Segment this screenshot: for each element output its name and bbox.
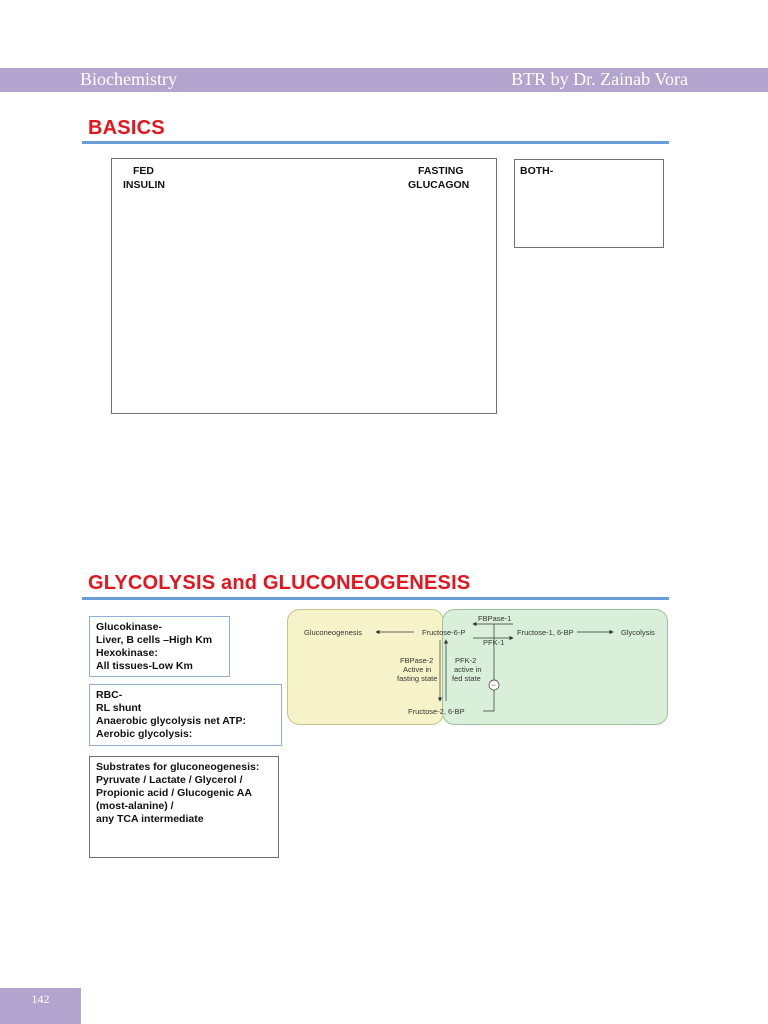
gluconeogenesis-label: Gluconeogenesis — [304, 628, 362, 637]
header-bar — [0, 68, 768, 92]
fed-fasting-box — [111, 158, 497, 414]
pfk-2-label: PFK-2 — [455, 656, 477, 665]
fed-label: FED — [133, 165, 154, 177]
substrate-line: Pyruvate / Lactate / Glycerol / — [96, 774, 243, 786]
fructose-1-6-bp-label: Fructose-1, 6-BP — [517, 628, 574, 637]
kinase-line: All tissues-Low Km — [96, 660, 193, 672]
fbpase-2-label: fasting state — [397, 674, 438, 683]
kinase-box — [89, 616, 230, 677]
rbc-line: RBC- — [96, 689, 123, 701]
both-label: BOTH- — [520, 165, 554, 177]
rbc-line: RL shunt — [96, 702, 142, 714]
fbpase-2-label: FBPase-2 — [400, 656, 434, 665]
substrate-line: (most-alanine) / — [96, 800, 174, 812]
insulin-label: INSULIN — [123, 179, 165, 191]
pfk-regulation-diagram — [287, 609, 669, 726]
kinase-line: Glucokinase- — [96, 621, 162, 633]
page-number: 142 — [31, 992, 50, 1006]
page-number-tab — [0, 988, 81, 1024]
rbc-line: Anaerobic glycolysis net ATP: — [96, 715, 246, 727]
fructose-6-p-label: Fructose-6-P — [422, 628, 466, 637]
inhibition-sign: − — [491, 680, 496, 690]
substrate-line: any TCA intermediate — [96, 813, 204, 825]
pfk-2-label: active in — [454, 665, 482, 674]
substrate-line: Substrates for gluconeogenesis: — [96, 761, 260, 773]
basics-rule — [82, 141, 669, 144]
fasting-label: FASTING — [418, 165, 464, 177]
kinase-line: Liver, B cells –High Km — [96, 634, 213, 646]
fbpase-2-label: Active in — [403, 665, 432, 674]
author-title: BTR by Dr. Zainab Vora — [511, 69, 688, 89]
rbc-box — [89, 684, 282, 746]
substrates-box — [89, 756, 279, 858]
pfk-1-label: PFK-1 — [483, 638, 505, 647]
pfk-2-label: fed state — [452, 674, 481, 683]
both-box — [514, 159, 664, 248]
fbpase-1-label: FBPase-1 — [478, 614, 512, 623]
glycolysis-heading: GLYCOLYSIS and GLUCONEOGENESIS — [88, 572, 471, 594]
basics-heading: BASICS — [88, 117, 165, 139]
subject-title: Biochemistry — [80, 69, 177, 89]
rbc-line: Aerobic glycolysis: — [96, 728, 193, 740]
glucagon-label: GLUCAGON — [408, 179, 470, 191]
kinase-line: Hexokinase: — [96, 647, 158, 659]
glycolysis-label: Glycolysis — [621, 628, 655, 637]
fructose-2-6-bp-label: Fructose-2, 6-BP — [408, 707, 465, 716]
glycolysis-rule — [82, 597, 669, 600]
substrate-line: Propionic acid / Glucogenic AA — [96, 787, 252, 799]
